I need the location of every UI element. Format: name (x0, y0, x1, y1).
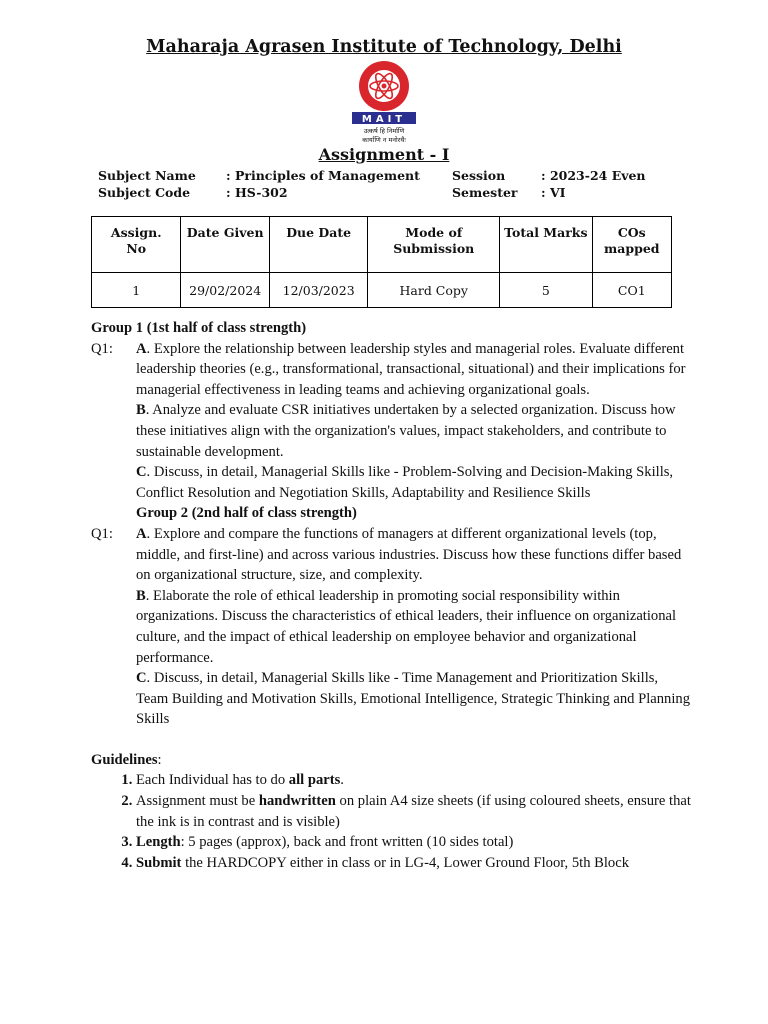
group2-part-b: B. Elaborate the role of ethical leadership in promoting social responsibility within organizations. Discuss the characteristics of ethical leaders, their influence on organizational culture, and the impact of ethical leadership on employee behavior and organizational performance. (136, 587, 677, 666)
session-label: Session (452, 168, 506, 183)
group1-heading: Group 1 (1st half of class strength) (91, 320, 307, 336)
header-date-given: Date Given (181, 217, 269, 273)
header-assign-no: Assign. No (92, 217, 181, 273)
subject-code-value: : HS-302 (226, 185, 288, 200)
institute-title: Maharaja Agrasen Institute of Technology, Delhi (146, 37, 622, 57)
semester-label: Semester (452, 185, 518, 200)
session-value: : 2023-24 Even (541, 168, 646, 183)
guidelines-list (91, 770, 691, 873)
group2-part-a: A. Explore and compare the functions of managers at different organizational levels (top, middle, and first-line) and across various industries. Discuss how these functions differ based on organizational structure, size, and complexity. (136, 525, 682, 584)
table-header-row (92, 217, 672, 273)
guidelines-heading: Guidelines: (91, 751, 162, 768)
logo-word: MAIT (361, 114, 407, 125)
cell-cos: CO1 (592, 273, 671, 308)
cell-mode: Hard Copy (368, 273, 500, 308)
semester-value: : VI (541, 185, 566, 200)
header-due-date: Due Date (269, 217, 368, 273)
cell-due-date: 12/03/2023 (269, 273, 368, 308)
mait-logo (348, 60, 420, 144)
assignment-title: Assignment - I (318, 145, 450, 164)
subject-name-label: Subject Name (98, 168, 196, 183)
cell-date-given: 29/02/2024 (181, 273, 269, 308)
group1-part-a: A. Explore the relationship between leadership styles and managerial roles. Evaluate different leadership theories (e.g., transformational, transactional, situational) and their implications for managerial effectiveness in leading teams and achieving organizational goals. (136, 340, 686, 398)
group2-heading: Group 2 (2nd half of class strength) (136, 505, 357, 522)
subject-name-value: : Principles of Management (226, 168, 420, 183)
group1-part-b: B. Analyze and evaluate CSR initiatives undertaken by a selected organization. Discuss how these initiatives align with the organization's values, impact stakeholders, and contribute to sustainable development. (136, 402, 676, 460)
subject-meta (0, 167, 768, 203)
table-row (92, 273, 672, 308)
subject-code-label: Subject Code (98, 185, 191, 200)
cell-total-marks: 5 (500, 273, 592, 308)
list-item: 1. Each Individual has to do all parts. (136, 770, 691, 791)
header-mode-of-submission: Mode of Submission (368, 217, 500, 273)
list-item: 3. Length: 5 pages (approx), back and front written (10 sides total) (136, 832, 691, 853)
list-item: 4. Submit the HARDCOPY either in class or in LG-4, Lower Ground Floor, 5th Block (136, 853, 691, 874)
group2-question (91, 524, 691, 730)
group2-part-c: C. Discuss, in detail, Managerial Skills like - Time Management and Prioritization Skills, Team Building and Motivation Skills, Emotional Intelligence, Strategic Thinking and Planning Skills (136, 670, 691, 728)
header-cos-mapped: COs mapped (592, 217, 671, 273)
cell-assign-no: 1 (92, 273, 181, 308)
group1-question (91, 339, 691, 524)
logo-motto-line2: कार्याणि न मनोरथैः (362, 136, 406, 144)
assignment-summary-table (91, 216, 672, 308)
header-total-marks: Total Marks (500, 217, 592, 273)
list-item: 2. Assignment must be handwritten on plain A4 size sheets (if using coloured sheets, ensure that the ink is in contrast and is visible) (136, 791, 691, 832)
assignment-content (91, 318, 691, 873)
group1-part-c: C. Discuss, in detail, Managerial Skills like - Problem-Solving and Decision-Making Skills, Conflict Resolution and Negotiation Skills, Adaptability and Resilience Skills (136, 464, 674, 501)
group1-q-label: Q1: (91, 340, 113, 357)
group2-q-label: Q1: (91, 525, 113, 542)
logo-motto-line1: उत्कर्ष हि निर्माणि (363, 127, 405, 135)
